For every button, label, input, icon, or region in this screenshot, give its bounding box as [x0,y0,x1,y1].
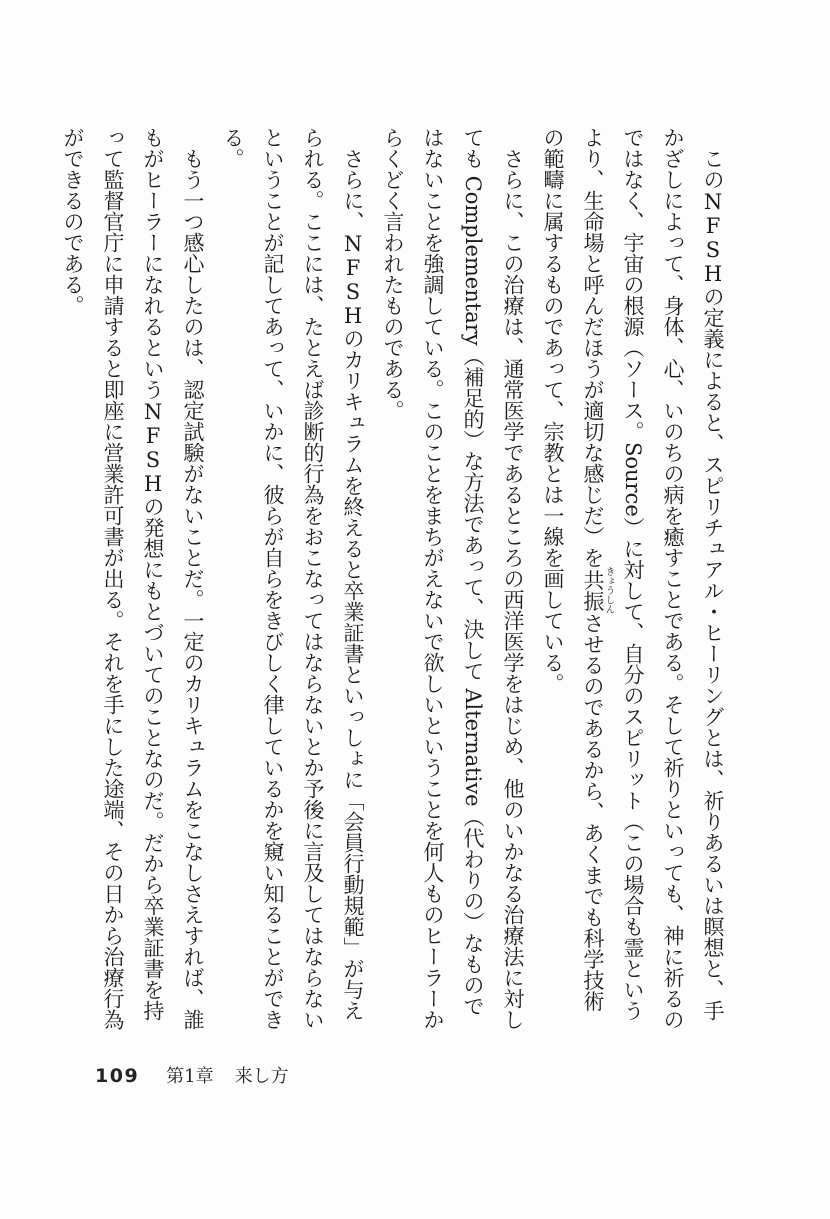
text-segment: の定義によると、スピリチュアル・ヒーリングとは、祈りあるいは瞑想と、手かざしによって、身体、心、いのちの病を癒すことである。そして祈りといっても、神に祈るのではなく、宇宙の根源（ソース。 [621,127,725,1030]
text-segment: させるのであるから、あくまでも科学技術の範疇に属するものであって、宗教とは一線を画している。 [541,127,605,1012]
text-segment: さらに、この治療は、通常医学であるところの西洋医学をはじめ、他のいかなる治療法に対しても [461,127,525,1030]
chapter-title: 来し方 [234,1066,289,1087]
text-segment: のカリキュラムを終えると卒業証書といっしょに「会員行動規範」が与えられる。ここには、たとえば診断的行為をおこなってはならないとか予後に言及してはならないということが記してあって、いかに、彼らが自らをきびしく律しているかを窺い知ることができる。 [221,127,365,1030]
chapter-label: 第1章 [166,1066,214,1087]
footer [95,1062,289,1088]
text-segment: さらに、 [341,148,365,232]
upright-acronym: NFSH [341,232,365,328]
text-segment: （補足的）な方法であって、決して [461,345,485,689]
paragraph-4 [53,127,213,1030]
text-segment: の発想にもとづいてのことなのだ。だから卒業証書を持って監督官庁に申請すると即座に営業許可書が出る。それを手にした途端、その日から治療行為ができるのである。 [61,127,165,1030]
text-segment: Complementary [461,175,485,346]
upright-acronym: NFSH [701,190,725,286]
page-number: 109 [95,1065,140,1087]
text-segment: ）に対して、自分のスピリット（この場合も霊というより、生命場と呼んだほうが適切な感じだ）を [581,127,645,1021]
text-segment: もう一つ感心したのは、認定試験がないことだ。一定のカリキュラムをこなしさえすれば、誰もがヒーラーになれるという [141,127,205,1030]
paragraph-2 [373,127,533,1030]
paragraph-1 [533,127,733,1030]
paragraph-3 [213,127,373,1030]
text-segment: （代わりの）なものではないことを強調している。このことをまちがえないで欲しいということを何人ものヒーラーからくどく言われたものである。 [381,127,485,1030]
furigana: きょうしん [603,566,615,615]
text-segment: Source [621,442,645,517]
body-text [53,127,733,1030]
text-segment: Alternative [461,688,485,807]
ruby-term: 共振きょうしん [581,566,615,615]
upright-acronym: NFSH [141,400,165,496]
text-segment: この [701,148,725,190]
